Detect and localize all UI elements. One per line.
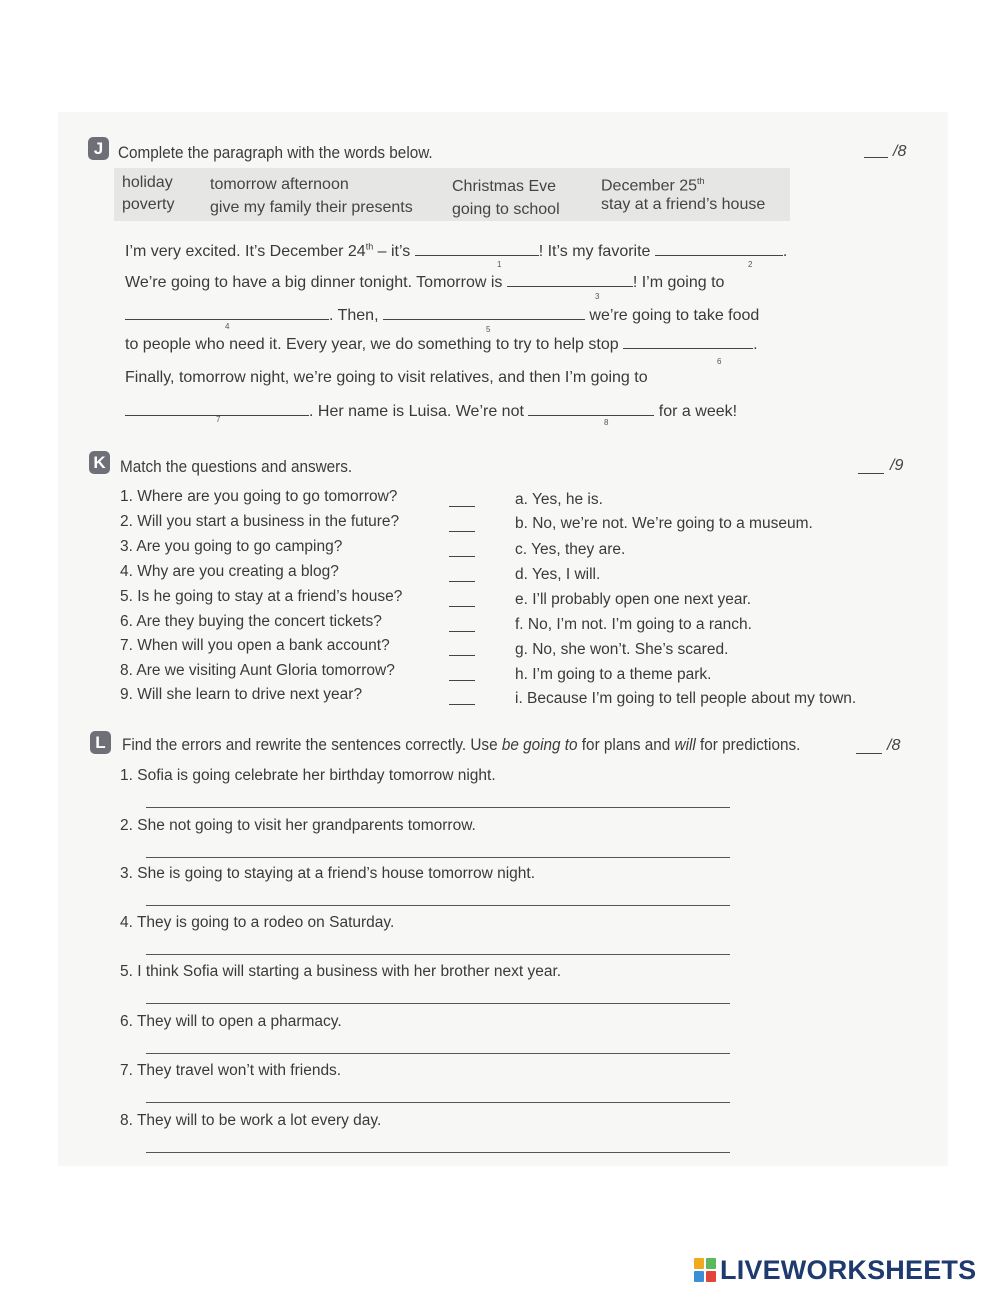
section-k-title: Match the questions and answers. — [120, 457, 353, 476]
logo-square — [706, 1271, 716, 1282]
section-j-badge: J — [88, 137, 109, 160]
answer-item: c. Yes, they are. — [515, 541, 626, 558]
error-sentence: 3. She is going to staying at a friend’s house tomorrow night. — [120, 865, 536, 882]
rewrite-line[interactable] — [146, 1102, 730, 1103]
answer-item: e. I’ll probably open one next year. — [515, 591, 752, 608]
section-l-score: /8 — [887, 737, 901, 754]
word-bank-item: Christmas Eve — [452, 178, 557, 195]
answer-item: d. Yes, I will. — [515, 566, 601, 583]
word-bank-item: December 25th — [601, 176, 705, 195]
blank-8[interactable] — [528, 401, 654, 416]
paragraph-line: I’m very excited. It’s December 24th – it’s ! It’s my favorite . — [125, 241, 788, 260]
blank-3[interactable] — [507, 272, 633, 287]
blank-2[interactable] — [655, 241, 783, 256]
section-k-score: /9 — [890, 457, 904, 474]
error-sentence: 5. I think Sofia will starting a business with her brother next year. — [120, 963, 562, 980]
blank-number: 2 — [748, 260, 753, 269]
logo-squares-icon — [694, 1258, 716, 1282]
blank-number: 5 — [486, 325, 491, 334]
error-sentence: 1. Sofia is going celebrate her birthday tomorrow night. — [120, 767, 496, 784]
rewrite-line[interactable] — [146, 1053, 730, 1054]
match-blank[interactable] — [449, 680, 475, 681]
rewrite-line[interactable] — [146, 954, 730, 955]
blank-number: 1 — [497, 260, 502, 269]
section-l-score-blank[interactable] — [856, 753, 882, 754]
word-bank-item: poverty — [122, 196, 175, 213]
answer-item: i. Because I’m going to tell people about my town. — [515, 690, 857, 707]
rewrite-line[interactable] — [146, 905, 730, 906]
question-item: 9. Will she learn to drive next year? — [120, 686, 363, 703]
blank-number: 6 — [717, 357, 722, 366]
error-sentence: 7. They travel won’t with friends. — [120, 1062, 342, 1079]
blank-4[interactable] — [125, 305, 329, 320]
answer-item: f. No, I’m not. I’m going to a ranch. — [515, 616, 752, 633]
error-sentence: 4. They is going to a rodeo on Saturday. — [120, 914, 395, 931]
section-l-title: Find the errors and rewrite the sentences correctly. Use be going to for plans and will for predictions. — [122, 735, 801, 754]
logo-square — [706, 1258, 716, 1269]
section-k-badge: K — [89, 451, 110, 474]
match-blank[interactable] — [449, 704, 475, 705]
blank-7[interactable] — [125, 401, 309, 416]
question-item: 6. Are they buying the concert tickets? — [120, 613, 382, 630]
rewrite-line[interactable] — [146, 1003, 730, 1004]
word-bank-item: holiday — [122, 174, 173, 191]
match-blank[interactable] — [449, 655, 475, 656]
match-blank[interactable] — [449, 506, 475, 507]
error-sentence: 6. They will to open a pharmacy. — [120, 1013, 342, 1030]
rewrite-line[interactable] — [146, 807, 730, 808]
word-bank-item: tomorrow afternoon — [210, 176, 349, 193]
question-item: 3. Are you going to go camping? — [120, 538, 343, 555]
error-sentence: 8. They will to be work a lot every day. — [120, 1112, 382, 1129]
section-k-score-blank[interactable] — [858, 473, 884, 474]
word-bank-item: going to school — [452, 201, 560, 218]
question-item: 8. Are we visiting Aunt Gloria tomorrow? — [120, 662, 395, 679]
question-item: 2. Will you start a business in the future? — [120, 513, 400, 530]
blank-number: 4 — [225, 322, 230, 331]
rewrite-line[interactable] — [146, 1152, 730, 1153]
answer-item: a. Yes, he is. — [515, 491, 603, 508]
question-item: 1. Where are you going to go tomorrow? — [120, 488, 398, 505]
match-blank[interactable] — [449, 556, 475, 557]
blank-6[interactable] — [623, 334, 753, 349]
error-sentence: 2. She not going to visit her grandparents tomorrow. — [120, 817, 476, 834]
match-blank[interactable] — [449, 531, 475, 532]
answer-item: b. No, we’re not. We’re going to a museum. — [515, 515, 813, 532]
match-blank[interactable] — [449, 631, 475, 632]
answer-item: g. No, she won’t. She’s scared. — [515, 641, 729, 658]
match-blank[interactable] — [449, 606, 475, 607]
paragraph-line: . Then, we’re going to take food — [125, 305, 759, 325]
section-j-score: /8 — [893, 143, 907, 160]
match-blank[interactable] — [449, 581, 475, 582]
paragraph-line: . Her name is Luisa. We’re not for a week! — [125, 401, 737, 421]
logo-square — [694, 1258, 704, 1269]
section-j-title: Complete the paragraph with the words below. — [118, 143, 433, 162]
blank-number: 8 — [604, 418, 609, 427]
word-bank-item: give my family their presents — [210, 199, 413, 216]
rewrite-line[interactable] — [146, 857, 730, 858]
question-item: 7. When will you open a bank account? — [120, 637, 390, 654]
liveworksheets-logo — [694, 1254, 977, 1285]
paragraph-line: to people who need it. Every year, we do something to try to help stop . — [125, 336, 758, 353]
question-item: 4. Why are you creating a blog? — [120, 563, 339, 580]
logo-text: LIVEWORKSHEETS — [720, 1254, 977, 1285]
blank-5[interactable] — [383, 305, 585, 320]
paragraph-line: Finally, tomorrow night, we’re going to visit relatives, and then I’m going to — [125, 369, 648, 386]
word-bank-item: stay at a friend’s house — [601, 196, 766, 213]
section-l-badge: L — [90, 731, 111, 754]
logo-square — [694, 1271, 704, 1282]
paragraph-line: We’re going to have a big dinner tonight. Tomorrow is ! I’m going to — [125, 274, 725, 291]
blank-number: 7 — [216, 415, 221, 424]
blank-number: 3 — [595, 292, 600, 301]
blank-1[interactable] — [415, 241, 539, 256]
answer-item: h. I’m going to a theme park. — [515, 666, 712, 683]
section-j-score-blank[interactable] — [864, 157, 888, 158]
question-item: 5. Is he going to stay at a friend’s house? — [120, 588, 403, 605]
